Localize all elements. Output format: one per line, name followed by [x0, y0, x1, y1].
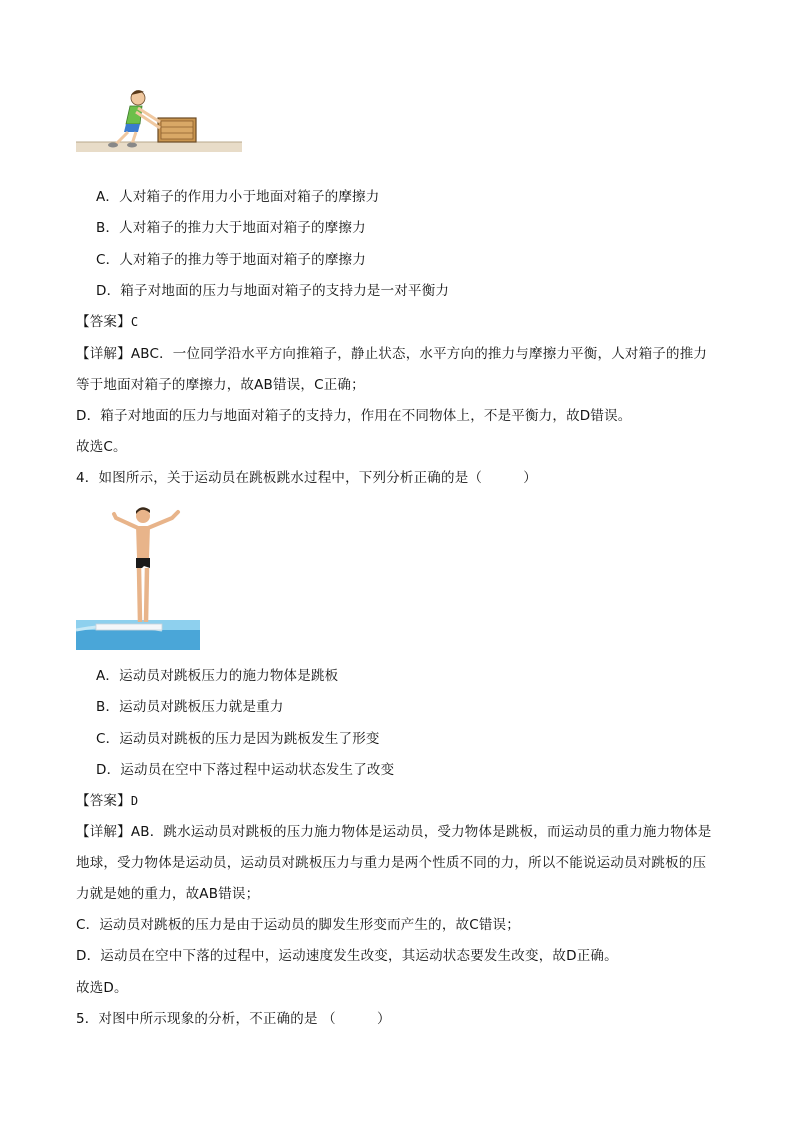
- q4-detail-line-6: 故选D。: [76, 980, 128, 996]
- q4-option-b: B．运动员对跳板压力就是重力: [96, 699, 284, 715]
- q4-question: 4．如图所示，关于运动员在跳板跳水过程中，下列分析正确的是（ ）: [76, 470, 537, 486]
- q3-detail-line-3: D．箱子对地面的压力与地面对箱子的支持力，作用在不同物体上，不是平衡力，故D错误。: [76, 408, 632, 424]
- q3-detail-line-2: 等于地面对箱子的摩擦力，故AB错误，C正确；: [76, 377, 365, 393]
- q3-detail-line-4: 故选C。: [76, 439, 127, 455]
- q4-detail-line-4: C．运动员对跳板的压力是由于运动员的脚发生形变而产生的，故C错误；: [76, 917, 520, 933]
- q3-option-a: A．人对箱子的作用力小于地面对箱子的摩擦力: [96, 189, 380, 205]
- q3-option-d: D．箱子对地面的压力与地面对箱子的支持力是一对平衡力: [96, 283, 450, 299]
- q4-detail-line-2: 地球，受力物体是运动员，运动员对跳板压力与重力是两个性质不同的力，所以不能说运动员对跳板的压: [76, 855, 707, 871]
- q3-option-c: C．人对箱子的推力等于地面对箱子的摩擦力: [96, 252, 366, 268]
- q3-answer: 【答案】C: [76, 314, 139, 330]
- diver-on-springboard-figure: [76, 504, 202, 650]
- q3-detail-line-1: 【详解】ABC．一位同学沿水平方向推箱子，静止状态，水平方向的推力与摩擦力平衡，人对箱子的推力: [76, 346, 708, 362]
- q4-option-c: C．运动员对跳板的压力是因为跳板发生了形变: [96, 731, 380, 747]
- q4-detail-line-5: D．运动员在空中下落的过程中，运动速度发生改变，其运动状态要发生改变，故D正确。: [76, 948, 618, 964]
- q4-option-a: A．运动员对跳板压力的施力物体是跳板: [96, 668, 339, 684]
- q3-option-b: B．人对箱子的推力大于地面对箱子的摩擦力: [96, 220, 366, 236]
- q4-detail-line-1: 【详解】AB．跳水运动员对跳板的压力施力物体是运动员，受力物体是跳板，而运动员的重力施力物体是: [76, 824, 712, 840]
- q4-detail-line-3: 力就是她的重力，故AB错误；: [76, 886, 260, 902]
- q4-answer: 【答案】D: [76, 793, 139, 809]
- q4-option-d: D．运动员在空中下落过程中运动状态发生了改变: [96, 762, 395, 778]
- boy-pushing-box-figure: [76, 84, 242, 156]
- q5-question: 5．对图中所示现象的分析，不正确的是 （ ）: [76, 1011, 391, 1027]
